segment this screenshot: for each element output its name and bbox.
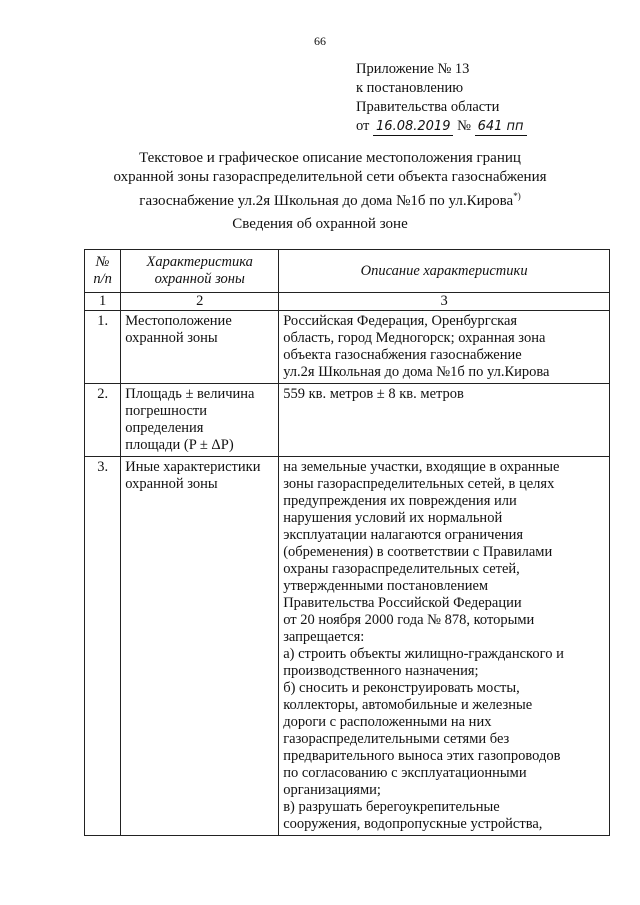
handwritten-number: 641 пп: [475, 119, 527, 136]
page-number: 66: [314, 34, 326, 48]
description-line: предварительного выноса этих газопроводов: [283, 748, 561, 764]
handwritten-date: 16.08.2019: [373, 119, 453, 136]
header-characteristic-line-1: Характеристика: [146, 254, 253, 270]
description-line: организациями;: [283, 782, 381, 798]
row-characteristic-cell: [121, 311, 279, 384]
characteristic-line: Иные характеристики: [125, 459, 261, 475]
date-prefix: от: [356, 118, 370, 134]
title-line-2: охранной зоны газораспределительной сети объекта газоснабжения: [113, 169, 547, 185]
table-header-row: [85, 250, 610, 293]
description-line: зоны газораспределительных сетей, в целях: [283, 476, 555, 492]
description-line: коллекторы, автомобильные и железные: [283, 697, 533, 713]
description-line: Российская Федерация, Оренбургская: [283, 313, 518, 329]
title-line-3: [60, 187, 600, 211]
row-characteristic-cell: [121, 384, 279, 457]
table-row: [85, 311, 610, 384]
description-line: по согласованию с эксплуатационными: [283, 765, 527, 781]
header-number-line-2: п/п: [93, 271, 112, 287]
index-cell: 1: [85, 293, 121, 311]
table-index-row: [85, 293, 610, 311]
description-line: а) строить объекты жилищно-гражданского и: [283, 646, 564, 662]
description-line: охраны газораспределительных сетей,: [283, 561, 520, 577]
row-number-cell: 2.: [85, 384, 121, 457]
description-line: на земельные участки, входящие в охранные: [283, 459, 560, 475]
description-line: нарушения условий их нормальной: [283, 510, 503, 526]
description-line: сооружения, водопропускные устройства,: [283, 816, 543, 832]
row-description-cell: [279, 311, 610, 384]
title-line-1: Текстовое и графическое описание местоположения границ: [139, 150, 521, 166]
characteristic-line: Местоположение: [125, 313, 232, 329]
appendix-block: [356, 60, 527, 136]
table-row: [85, 457, 610, 836]
characteristic-line: охранной зоны: [125, 476, 218, 492]
description-line: в) разрушать берегоукрепительные: [283, 799, 500, 815]
characteristic-line: охранной зоны: [125, 330, 218, 346]
header-description-text: Описание характеристики: [360, 262, 528, 279]
description-line: Правительства Российской Федерации: [283, 595, 522, 611]
characteristic-line: площади (P ± ΔP): [125, 437, 234, 453]
table-row: [85, 384, 610, 457]
description-line: б) сносить и реконструировать мосты,: [283, 680, 520, 696]
description-line: 559 кв. метров ± 8 кв. метров: [283, 386, 464, 402]
description-line: газораспределительными сетями без: [283, 731, 510, 747]
header-characteristic-line-2: охранной зоны: [154, 271, 245, 287]
appendix-line-3: Правительства области: [356, 99, 500, 115]
appendix-line-2: к постановлению: [356, 80, 464, 96]
title-line-3-text: газоснабжение ул.2я Школьная до дома №1б по ул.Кирова: [139, 193, 514, 209]
description-line: утвержденными постановлением: [283, 578, 489, 594]
row-number-cell: 3.: [85, 457, 121, 836]
footnote-mark: *): [513, 191, 521, 201]
characteristic-line: определения: [125, 420, 204, 436]
section-title: Сведения об охранной зоне: [232, 216, 408, 232]
row-number-cell: 1.: [85, 311, 121, 384]
header-characteristic: [121, 250, 279, 293]
characteristic-line: погрешности: [125, 403, 207, 419]
row-characteristic-cell: [121, 457, 279, 836]
description-line: дороги с расположенными на них: [283, 714, 492, 730]
description-line: ул.2я Школьная до дома №1б по ул.Кирова: [283, 364, 550, 380]
header-description: [279, 250, 610, 293]
characteristic-line: Площадь ± величина: [125, 386, 255, 402]
header-number: [85, 250, 121, 293]
document-title: [60, 149, 600, 211]
description-line: эксплуатации налагаются ограничения: [283, 527, 524, 543]
header-number-line-1: №: [95, 254, 110, 270]
row-description-cell: [279, 457, 610, 836]
number-sign: №: [457, 118, 471, 134]
description-line: производственного назначения;: [283, 663, 479, 679]
description-line: (обременения) в соответствии с Правилами: [283, 544, 553, 560]
description-line: объекта газоснабжения газоснабжение: [283, 347, 522, 363]
appendix-line-1: Приложение № 13: [356, 61, 470, 77]
description-line: область, город Медногорск; охранная зона: [283, 330, 546, 346]
description-line: от 20 ноября 2000 года № 878, которыми: [283, 612, 535, 628]
description-line: предупреждения их повреждения или: [283, 493, 517, 509]
row-description-cell: [279, 384, 610, 457]
index-cell: 2: [121, 293, 279, 311]
description-line: запрещается:: [283, 629, 365, 645]
appendix-date-line: [356, 117, 527, 136]
index-cell: 3: [279, 293, 610, 311]
protection-zone-table: [84, 249, 610, 836]
